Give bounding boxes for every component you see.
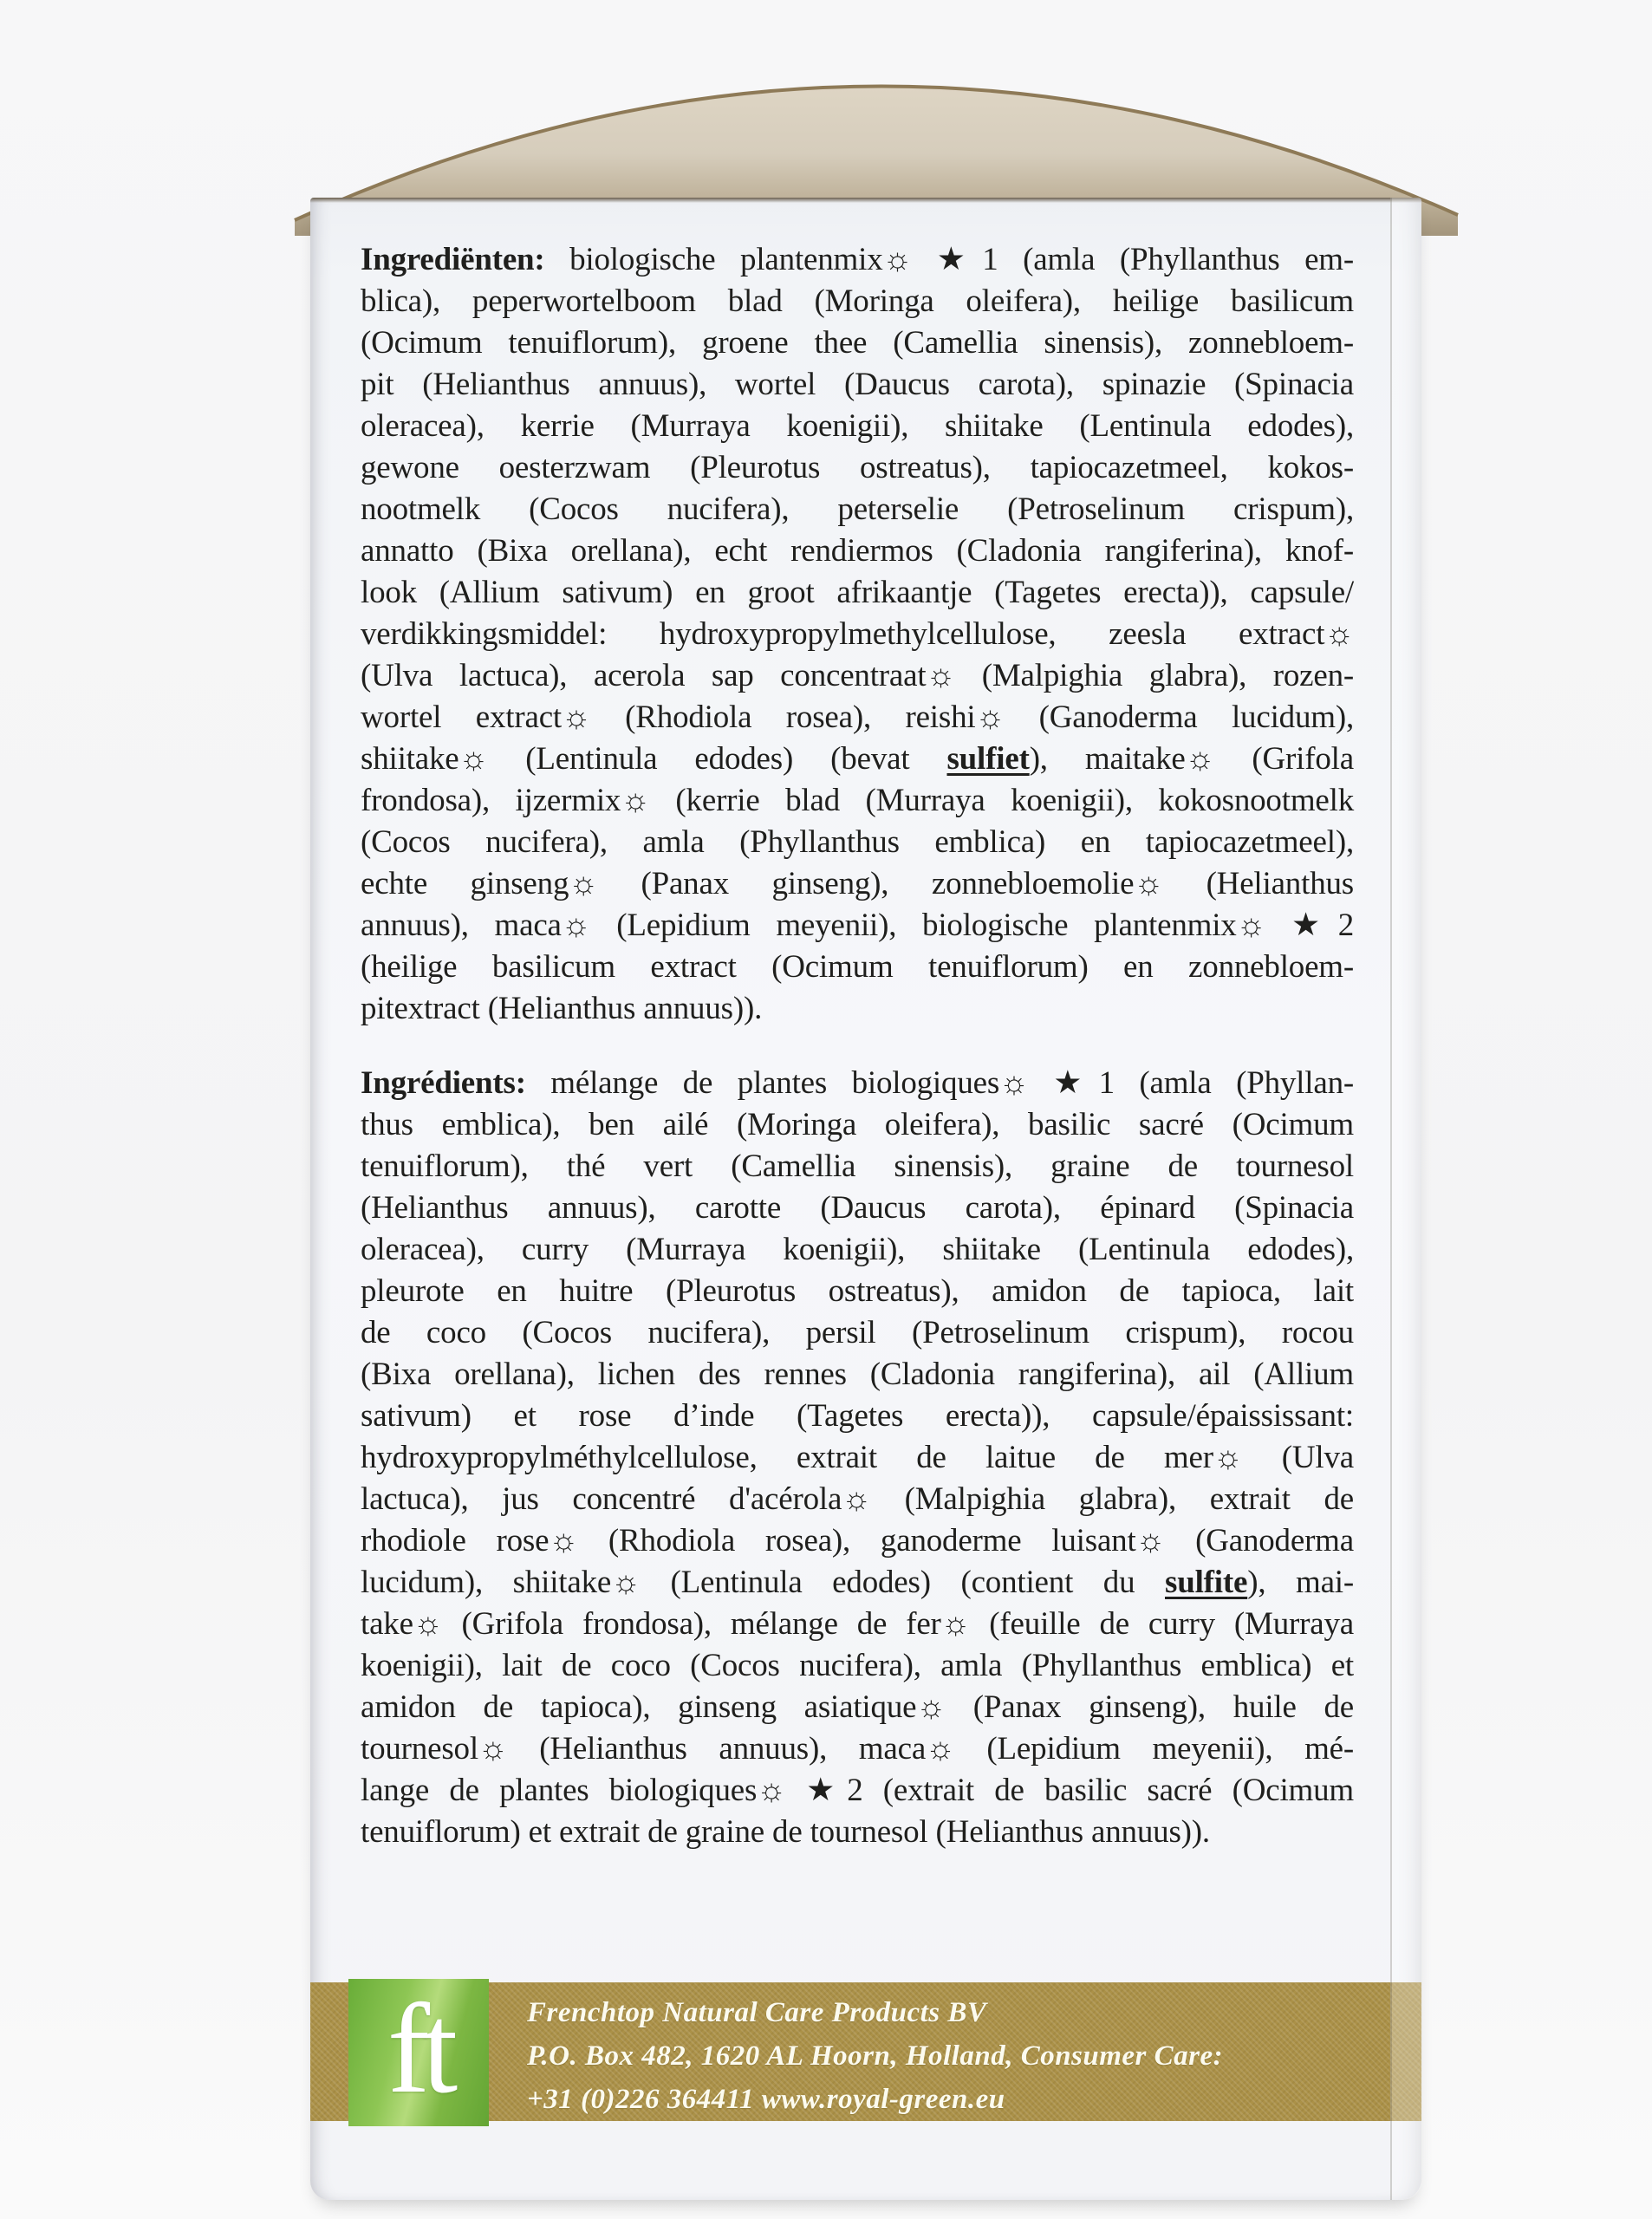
ingredient-text-line: annuus), maca☼ (Lepidium meyenii), biologische plantenmix☼ ★2 — [361, 908, 1354, 943]
frenchtop-logo — [348, 1979, 489, 2126]
ingredient-text-line: koenigii), lait de coco (Cocos nucifera), amla (Phyllanthus emblica) et — [361, 1648, 1354, 1683]
ingredient-text-line: amidon de tapioca), ginseng asiatique☼ (Panax ginseng), huile de — [361, 1689, 1354, 1725]
ft-logo-text: ft — [387, 1978, 451, 2120]
ingredient-text-line: sativum) et rose d’inde (Tagetes erecta)), capsule/épaississant: — [361, 1398, 1354, 1434]
ingredient-text-line: (Ocimum tenuiflorum), groene thee (Camellia sinensis), zonnebloem- — [361, 325, 1354, 361]
ingredient-text-line: pit (Helianthus annuus), wortel (Daucus carota), spinazie (Spinacia — [361, 367, 1354, 402]
ingredients-dutch-paragraph — [361, 239, 1354, 1030]
footer-address-line: P.O. Box 482, 1620 AL Hoorn, Holland, Consumer Care: — [527, 2040, 1224, 2072]
ingredient-text-line: blica), peperwortelboom blad (Moringa oleifera), heilige basilicum — [361, 283, 1354, 319]
ingredient-text-line: (Helianthus annuus), carotte (Daucus carota), épinard (Spinacia — [361, 1190, 1354, 1226]
product-box — [310, 198, 1421, 2200]
ingredient-text-line: verdikkingsmiddel: hydroxypropylmethylcellulose, zeesla extract☼ — [361, 616, 1354, 652]
ingredient-text-line: oleracea), kerrie (Murraya koenigii), shiitake (Lentinula edodes), — [361, 408, 1354, 444]
ingredient-text-line: gewone oesterzwam (Pleurotus ostreatus), tapiocazetmeel, kokos- — [361, 450, 1354, 485]
ingredient-text-line: shiitake☼ (Lentinula edodes) (bevat sulfiet), maitake☼ (Grifola — [361, 741, 1354, 777]
ingredient-text-line: tenuiflorum), thé vert (Camellia sinensis), graine de tournesol — [361, 1149, 1354, 1184]
ingredient-text-line: tenuiflorum) et extrait de graine de tournesol (Helianthus annuus)). — [361, 1814, 1210, 1850]
ingredient-text-line: lactuca), jus concentré d'acérola☼ (Malpighia glabra), extrait de — [361, 1481, 1354, 1517]
ingredient-text-line: tournesol☼ (Helianthus annuus), maca☼ (Lepidium meyenii), mé- — [361, 1731, 1354, 1767]
ingredient-text-line: take☼ (Grifola frondosa), mélange de fer☼ (feuille de curry (Murraya — [361, 1606, 1354, 1642]
ingredient-text-line: lange de plantes biologiques☼ ★2 (extrait de basilic sacré (Ocimum — [361, 1773, 1354, 1808]
ingredient-text-line: pitextract (Helianthus annuus)). — [361, 991, 763, 1026]
ingredient-text-line: thus emblica), ben ailé (Moringa oleifera), basilic sacré (Ocimum — [361, 1107, 1354, 1142]
ingredient-text-line: hydroxypropylméthylcellulose, extrait de laitue de mer☼ (Ulva — [361, 1440, 1354, 1475]
box-right-fold — [1390, 198, 1421, 2200]
ingredient-text-line: echte ginseng☼ (Panax ginseng), zonnebloemolie☼ (Helianthus — [361, 866, 1354, 901]
ingredient-text-line: de coco (Cocos nucifera), persil (Petroselinum crispum), rocou — [361, 1315, 1354, 1350]
ingredient-text-line: frondosa), ijzermix☼ (kerrie blad (Murraya koenigii), kokosnootmelk — [361, 783, 1354, 818]
ingredient-text-line: Ingrédients: mélange de plantes biologiques☼ ★1 (amla (Phyllan- — [361, 1065, 1354, 1101]
ingredient-text-line: look (Allium sativum) en groot afrikaantje (Tagetes erecta)), capsule/ — [361, 575, 1354, 610]
ingredient-text-line: annatto (Bixa orellana), echt rendiermos (Cladonia rangiferina), knof- — [361, 533, 1354, 569]
footer-band — [310, 1978, 1421, 2121]
box-top-edge — [310, 198, 1421, 203]
ingredient-text-line: (Ulva lactuca), acerola sap concentraat☼ (Malpighia glabra), rozen- — [361, 658, 1354, 693]
ingredient-text-line: Ingrediënten: biologische plantenmix☼ ★1 (amla (Phyllanthus em- — [361, 242, 1354, 277]
footer-text — [527, 1991, 1376, 2121]
ingredients-panel — [361, 239, 1354, 1886]
ingredient-text-line: (heilige basilicum extract (Ocimum tenuiflorum) en zonnebloem- — [361, 949, 1354, 985]
ingredient-text-line: lucidum), shiitake☼ (Lentinula edodes) (contient du sulfite), mai- — [361, 1565, 1354, 1600]
ingredient-text-line: pleurote en huitre (Pleurotus ostreatus), amidon de tapioca, lait — [361, 1273, 1354, 1309]
ingredient-text-line: nootmelk (Cocos nucifera), peterselie (Petroselinum crispum), — [361, 491, 1354, 527]
footer-contact-line: +31 (0)226 364411 www.royal-green.eu — [527, 2084, 1005, 2115]
footer-company-line: Frenchtop Natural Care Products BV — [527, 1997, 987, 2028]
ingredient-text-line: (Cocos nucifera), amla (Phyllanthus emblica) en tapiocazetmeel), — [361, 824, 1354, 860]
ingredients-french-paragraph — [361, 1063, 1354, 1853]
ingredient-text-line: (Bixa orellana), lichen des rennes (Cladonia rangiferina), ail (Allium — [361, 1357, 1354, 1392]
ingredient-text-line: wortel extract☼ (Rhodiola rosea), reishi☼ (Ganoderma lucidum), — [361, 700, 1354, 735]
ingredient-text-line: rhodiole rose☼ (Rhodiola rosea), ganoderme luisant☼ (Ganoderma — [361, 1523, 1354, 1559]
ingredient-text-line: oleracea), curry (Murraya koenigii), shiitake (Lentinula edodes), — [361, 1232, 1354, 1267]
